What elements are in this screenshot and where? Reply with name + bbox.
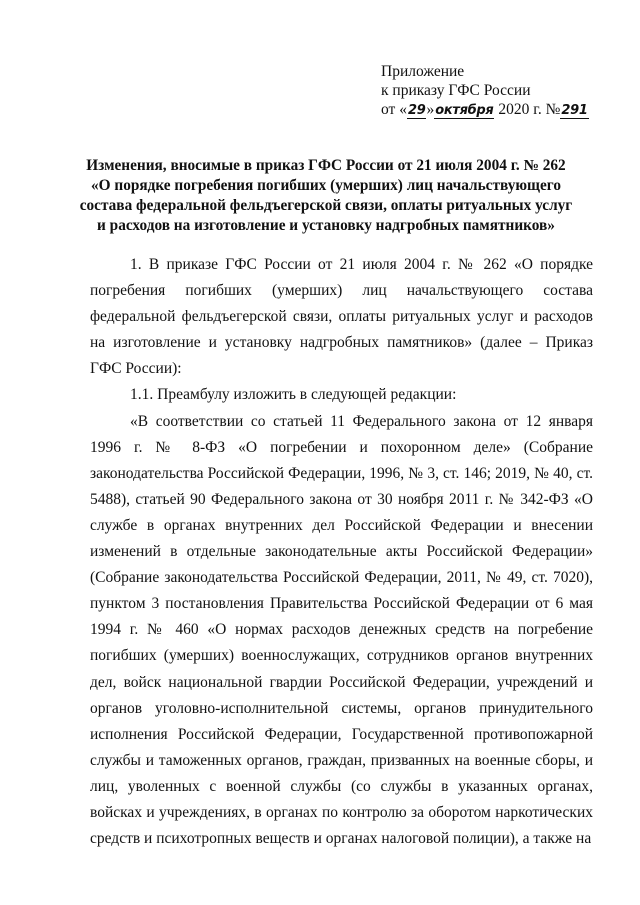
- paragraph-1: 1. В приказе ГФС России от 21 июля 2004 г. № 262 «О порядке погребения погибших (умерших) лиц начальствующего состава федеральной фельдъегерской связи, оплаты ритуальных услуг и расходов на изготовление и установку надгробных памятников» (далее – Приказ ГФС России):: [90, 256, 593, 378]
- title-line: и расходов на изготовление и установку надгробных памятников»: [97, 217, 555, 234]
- appendix-date-line: [381, 100, 621, 120]
- title-line: «О порядке погребения погибших (умерших) лиц начальствующего: [91, 177, 561, 194]
- date-quote-close: »: [426, 101, 435, 118]
- document-body: [90, 252, 593, 852]
- appendix-label: Приложение: [381, 63, 465, 80]
- title-line: состава федеральной фельдъегерской связи, оплаты ритуальных услуг: [79, 197, 573, 214]
- appendix-header: [381, 62, 621, 120]
- document-title: [70, 156, 582, 236]
- paragraph-preamble: «В соответствии со статьей 11 Федерального закона от 12 января 1996 г. № 8-ФЗ «О погребении и похоронном деле» (Собрание законодательства Российской Федерации, 1996, № 3, ст. 146; 2019, № 40, ст. 5488), статьей 90 Федерального закона от 30 ноября 2011 г. № 342-ФЗ «О службе в органах внутренних дел Российской Федерации и внесении изменений в отдельные законодательные акты Российской Федерации» (Собрание законодательства Российской Федерации, 2011, № 49, ст. 7020), пунктом 3 постановления Правительства Российской Федерации от 6 мая 1994 г. № 460 «О нормах расходов денежных средств на погребение погибших (умерших) военнослужащих, сотрудников органов внутренних дел, войск национальной гвардии Российской Федерации, учреждений и органов уголовно-исполнительной системы, органов принудительного исполнения Российской Федерации, Государственной противопожарной службы и таможенных органов, граждан, призванных на военные сборы, и лиц, уволенных с военной службы (со службы в указанных органах, войсках и учреждениях, в органах по контролю за оборотом наркотических средств и психотропных веществ и органах налоговой полиции), а также на: [90, 412, 593, 848]
- handwritten-month: октября: [435, 103, 494, 118]
- paragraph-1-1: 1.1. Преамбулу изложить в следующей редакции:: [130, 386, 457, 404]
- handwritten-number: 291: [561, 103, 588, 118]
- date-prefix: от «: [381, 101, 407, 118]
- date-year: 2020 г. №: [494, 101, 561, 118]
- appendix-order-ref: к приказу ГФС России: [381, 82, 531, 99]
- title-line: Изменения, вносимые в приказ ГФС России от 21 июля 2004 г. № 262: [86, 157, 566, 174]
- handwritten-day: 29: [407, 103, 426, 118]
